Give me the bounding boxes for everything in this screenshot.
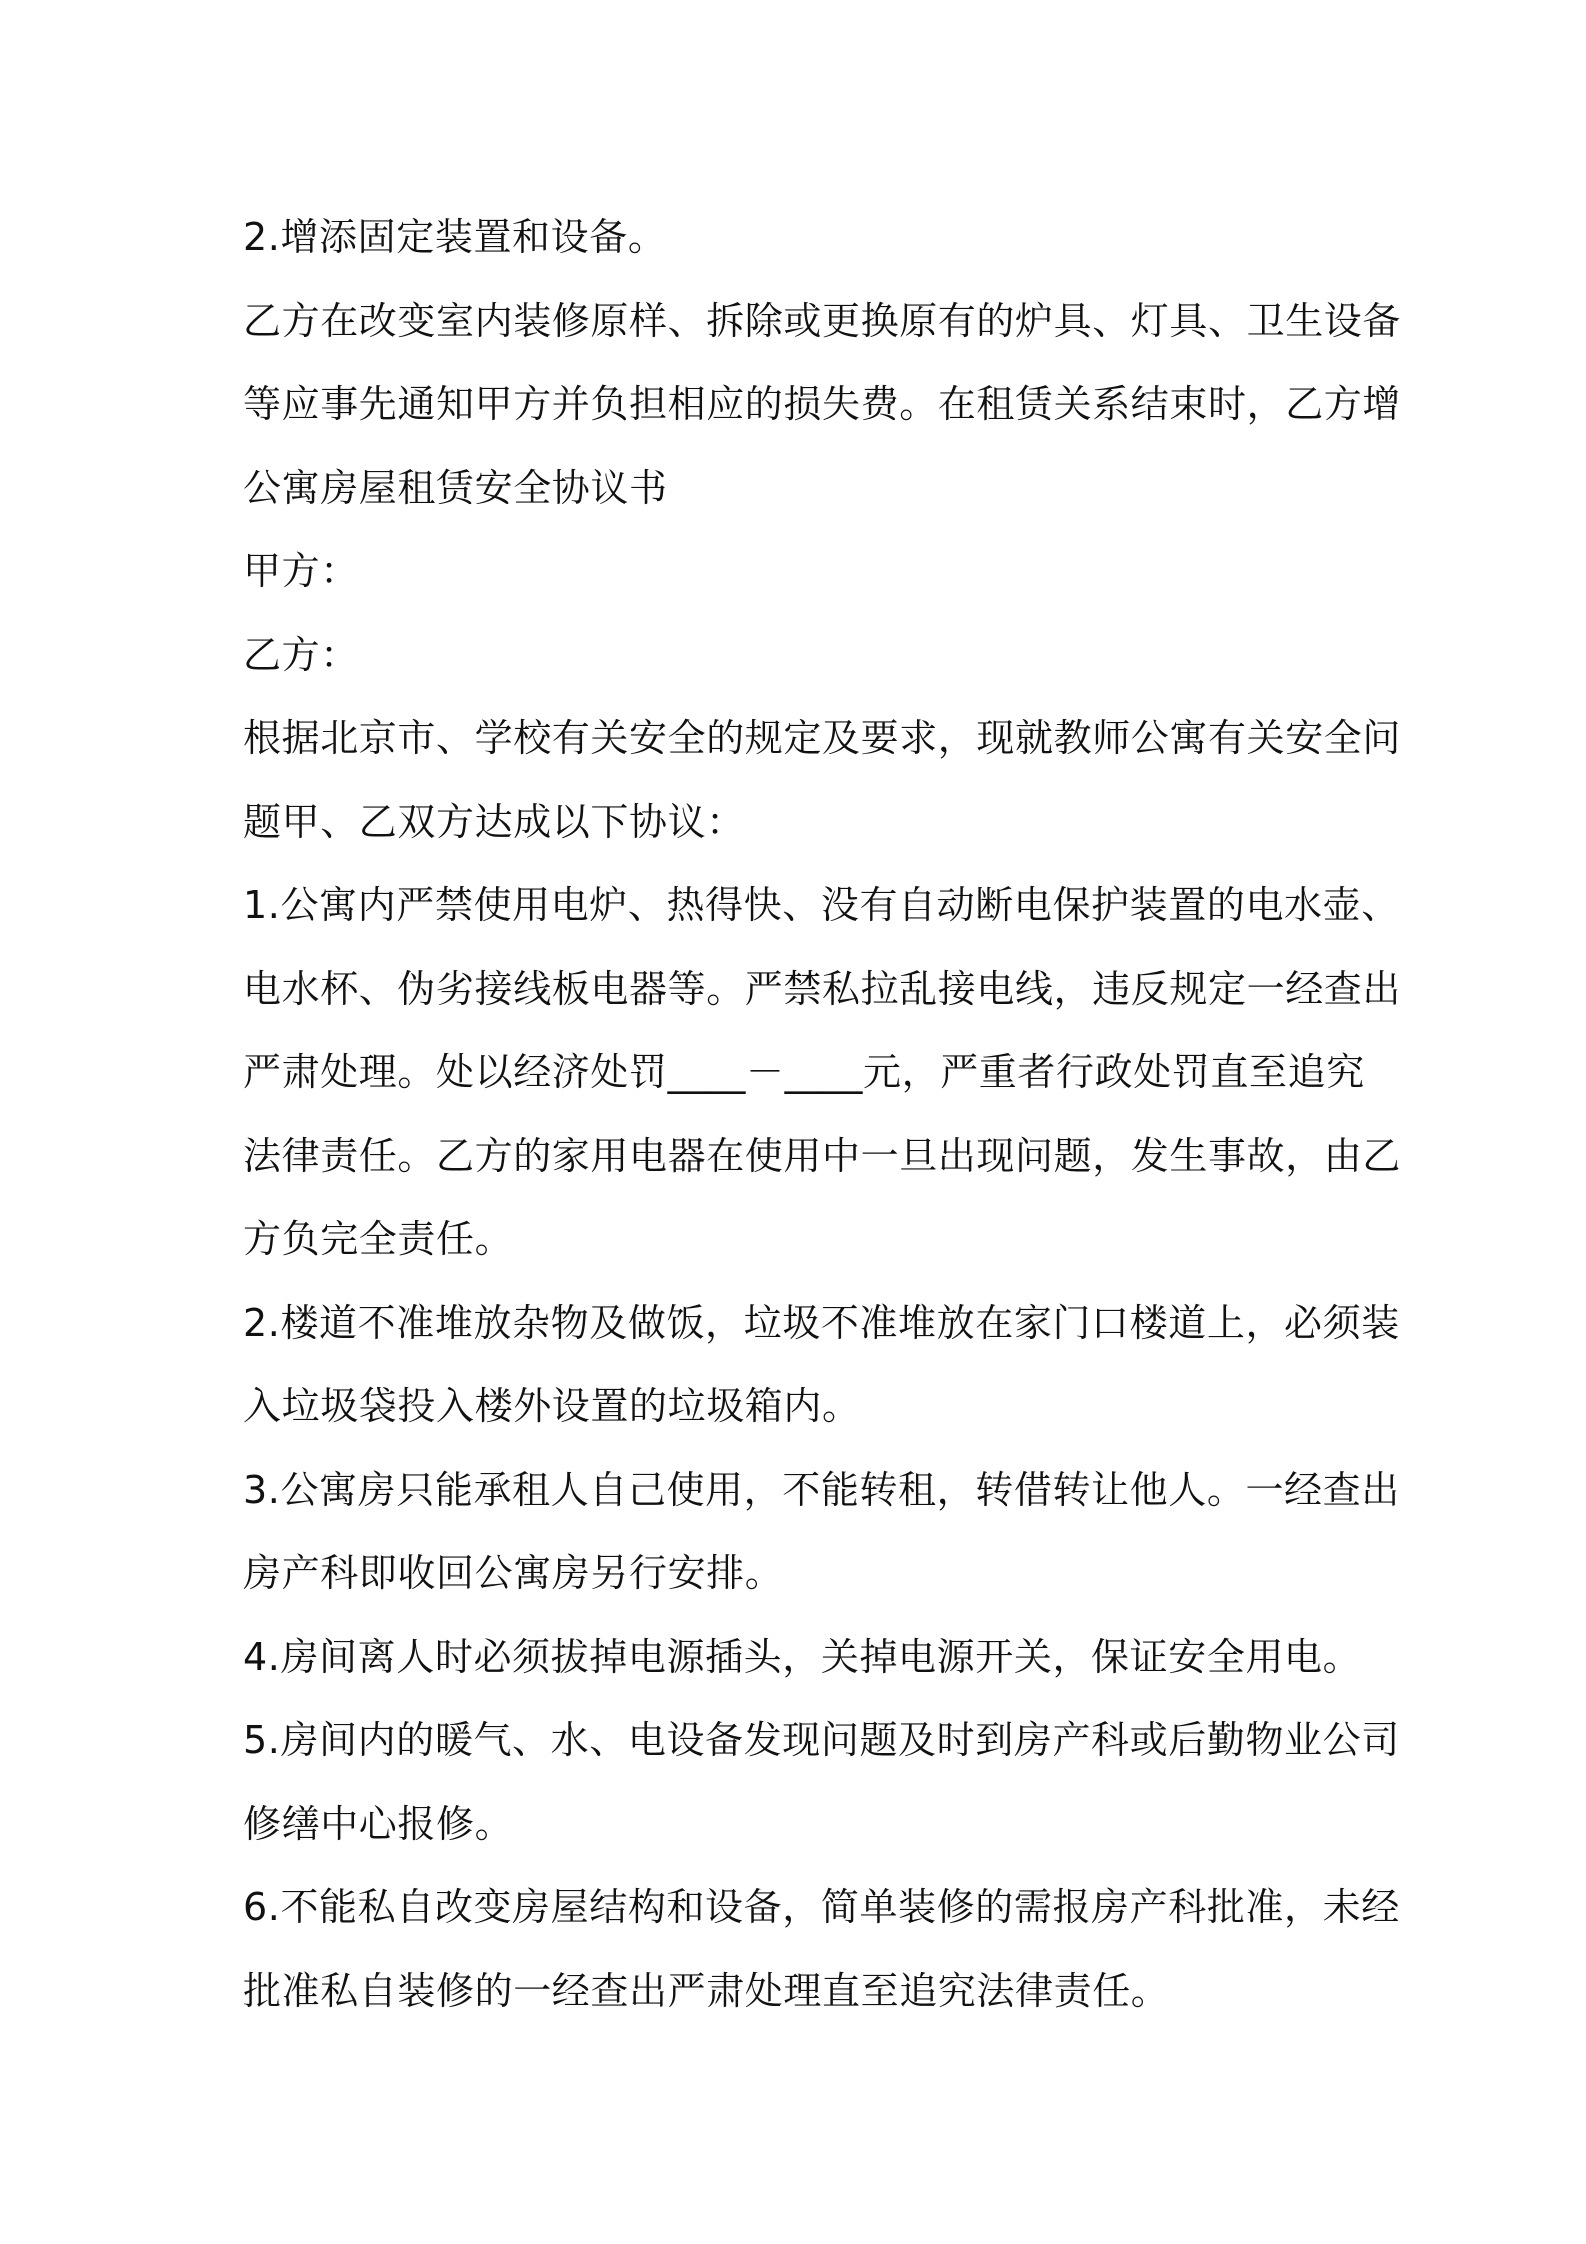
clause-3-line: 房产科即收回公寓房另行安排。 [243, 1551, 784, 1595]
document-body [243, 196, 1402, 2033]
text-line: 根据北京市、学校有关安全的规定及要求，现就教师公寓有关安全问 [243, 716, 1402, 760]
text-line: 等应事先通知甲方并负担相应的损失费。在租赁关系结束时，乙方增 [243, 382, 1402, 426]
document-title: 公寓房屋租赁安全协议书 [243, 465, 668, 510]
party-b-label: 乙方： [243, 632, 359, 677]
clause-1-line: 法律责任。乙方的家用电器在使用中一旦出现问题，发生事故，由乙 [243, 1133, 1402, 1178]
clause-5-line: 5.房间内的暖气、水、电设备发现问题及时到房产科或后勤物业公司 [243, 1718, 1400, 1762]
clause-1-line: 严肃处理。处以经济处罚____－____元，严重者行政处罚直至追究 [243, 1050, 1365, 1094]
clause-1-line: 1.公寓内严禁使用电炉、热得快、没有自动断电保护装置的电水壶、 [243, 883, 1400, 927]
clause-1-line: 电水杯、伪劣接线板电器等。严禁私拉乱接电线，违反规定一经查出 [243, 966, 1402, 1011]
text-line: 题甲、乙双方达成以下协议： [243, 799, 745, 844]
party-a-label: 甲方： [243, 549, 359, 593]
clause-5-line: 修缮中心报修。 [243, 1801, 514, 1846]
text-line: 乙方在改变室内装修原样、拆除或更换原有的炉具、灯具、卫生设备 [243, 298, 1402, 343]
clause-2-line: 入垃圾袋投入楼外设置的垃圾箱内。 [243, 1384, 861, 1428]
clause-6-line: 6.不能私自改变房屋结构和设备，简单装修的需报房产科批准，未经 [243, 1885, 1400, 1929]
clause-4-line: 4.房间离人时必须拔掉电源插头，关掉电源开关，保证安全用电。 [243, 1634, 1362, 1679]
clause-6-line: 批准私自装修的一经查出严肃处理直至追究法律责任。 [243, 1968, 1170, 2013]
clause-3-line: 3.公寓房只能承租人自己使用，不能转租，转借转让他人。一经查出 [243, 1467, 1400, 1512]
clause-2-line: 2.楼道不准堆放杂物及做饭，垃圾不准堆放在家门口楼道上，必须装 [243, 1300, 1400, 1345]
clause-1-line: 方负完全责任。 [243, 1217, 514, 1261]
text-line-item-2-title: 2.增添固定装置和设备。 [243, 215, 667, 259]
